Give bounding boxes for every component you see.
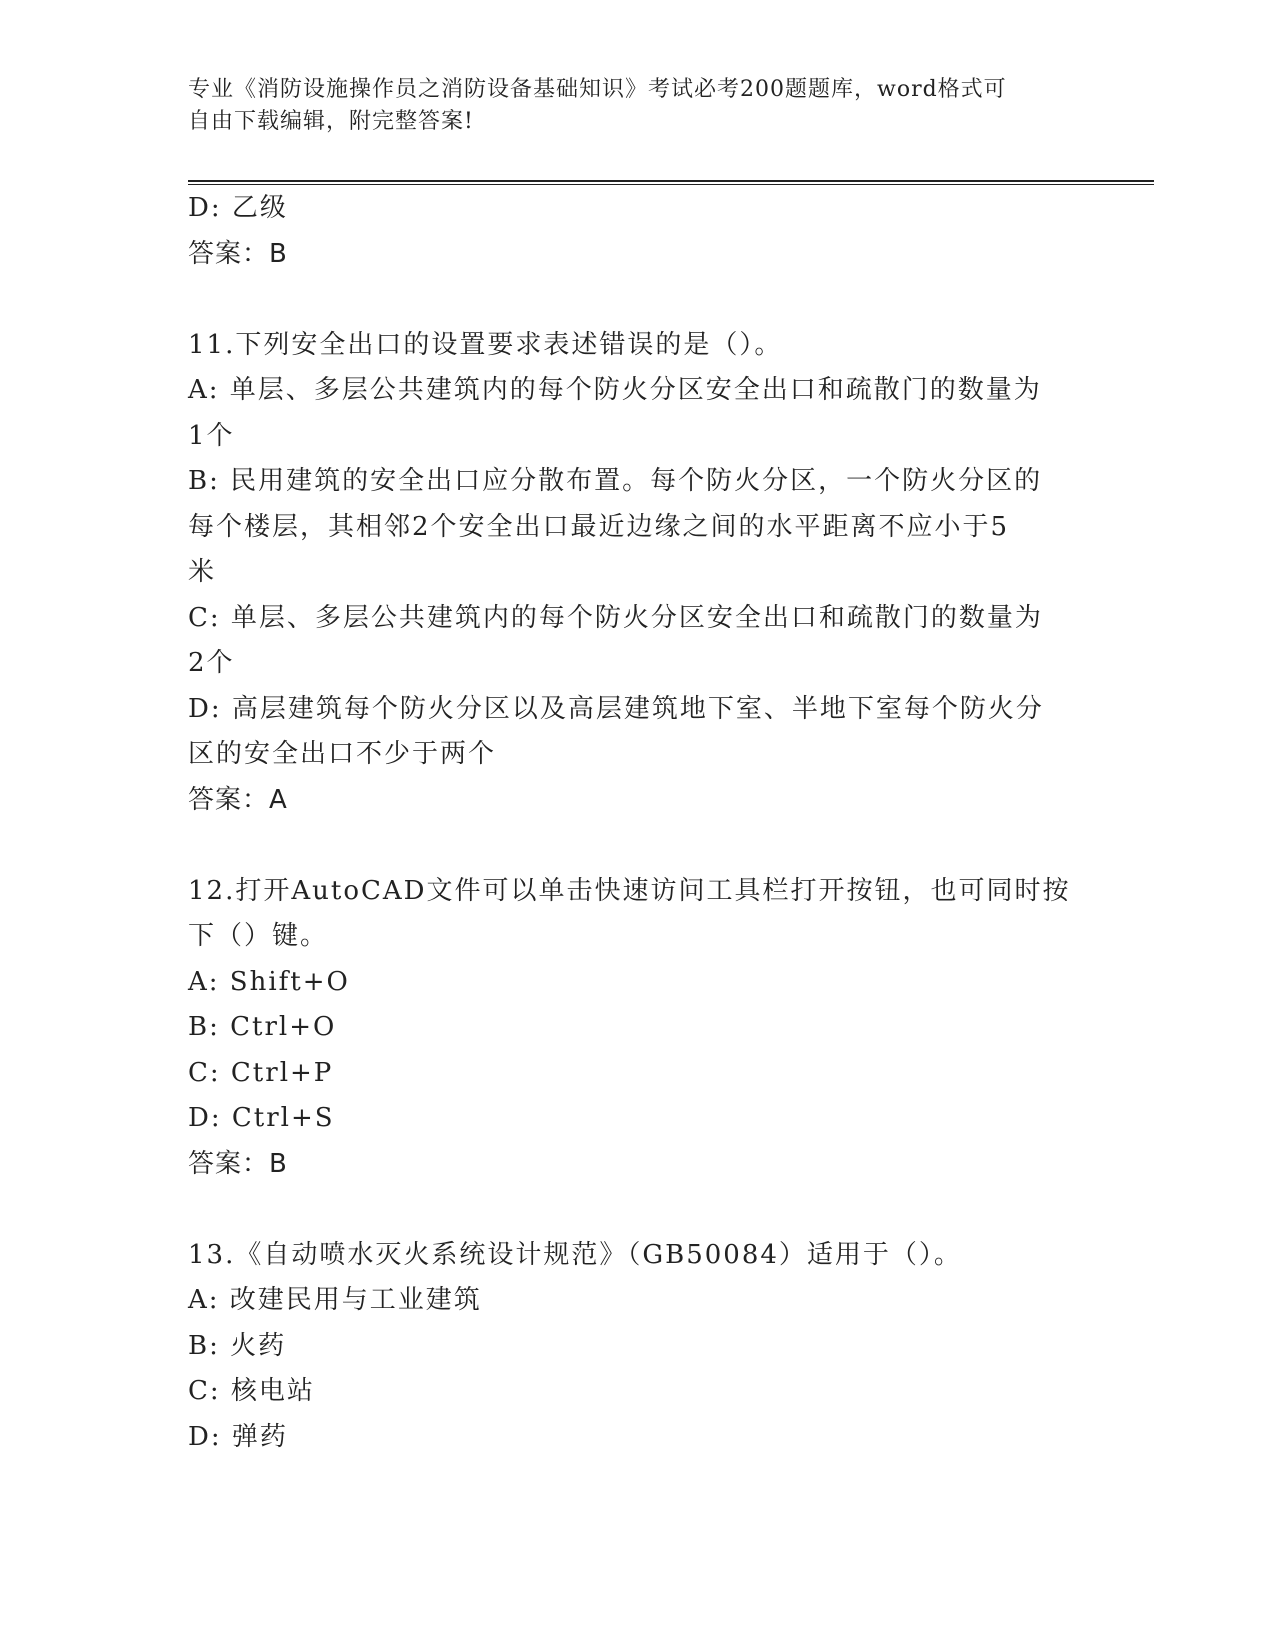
prev-question	[188, 186, 1088, 277]
q11-option-b-line-3: 米	[188, 557, 217, 587]
q11-option-b-line-1: B: 民用建筑的安全出口应分散布置。每个防火分区，一个防火分区的	[188, 466, 1043, 496]
q12-stem-line-2: 下（）键。	[188, 921, 329, 951]
spacer	[188, 277, 1088, 323]
spacer	[188, 1187, 1088, 1233]
q11-option-b-line-2: 每个楼层，其相邻2个安全出口最近边缘之间的水平距离不应小于5	[188, 511, 1010, 542]
question-11	[188, 323, 1088, 824]
q11-answer: 答案：A	[188, 784, 288, 815]
q11-option-c-line-1: C: 单层、多层公共建筑内的每个防火分区安全出口和疏散门的数量为	[188, 602, 1043, 633]
q12-option-c: C: Ctrl+P	[188, 1057, 334, 1088]
document-body	[188, 186, 1088, 1460]
q11-stem: 11.下列安全出口的设置要求表述错误的是（）。	[188, 329, 783, 360]
header-line-2: 自由下载编辑，附完整答案!	[188, 109, 474, 134]
q11-option-c-line-2: 2个	[188, 648, 235, 678]
q12-stem-line-1: 12.打开AutoCAD文件可以单击快速访问工具栏打开按钮，也可同时按	[188, 875, 1071, 906]
q12-option-b: B: Ctrl+O	[188, 1012, 337, 1042]
q13-option-b: B: 火药	[188, 1330, 287, 1361]
prev-answer: 答案：B	[188, 238, 288, 269]
spacer	[188, 823, 1088, 869]
q13-option-a: A: 改建民用与工业建筑	[188, 1285, 482, 1315]
q11-option-a-line-2: 1个	[188, 420, 235, 451]
question-12	[188, 869, 1088, 1188]
q12-answer: 答案：B	[188, 1148, 288, 1179]
q11-option-a-line-1: A: 单层、多层公共建筑内的每个防火分区安全出口和疏散门的数量为	[188, 375, 1042, 405]
prev-option-d: D: 乙级	[188, 193, 288, 223]
q11-option-d-line-1: D: 高层建筑每个防火分区以及高层建筑地下室、半地下室每个防火分	[188, 693, 1044, 724]
question-13	[188, 1233, 1088, 1461]
header-line-1: 专业《消防设施操作员之消防设备基础知识》考试必考200题题库，word格式可	[188, 77, 1007, 102]
q12-option-d: D: Ctrl+S	[188, 1103, 335, 1133]
q13-option-d: D: 弹药	[188, 1421, 288, 1452]
q13-option-c: C: 核电站	[188, 1376, 315, 1406]
header-divider	[188, 180, 1154, 185]
q12-option-a: A: Shift+O	[188, 966, 350, 997]
q11-option-d-line-2: 区的安全出口不少于两个	[188, 739, 497, 769]
page-header	[188, 74, 1068, 138]
q13-stem: 13.《自动喷水灭火系统设计规范》（GB50084）适用于（）。	[188, 1239, 962, 1270]
